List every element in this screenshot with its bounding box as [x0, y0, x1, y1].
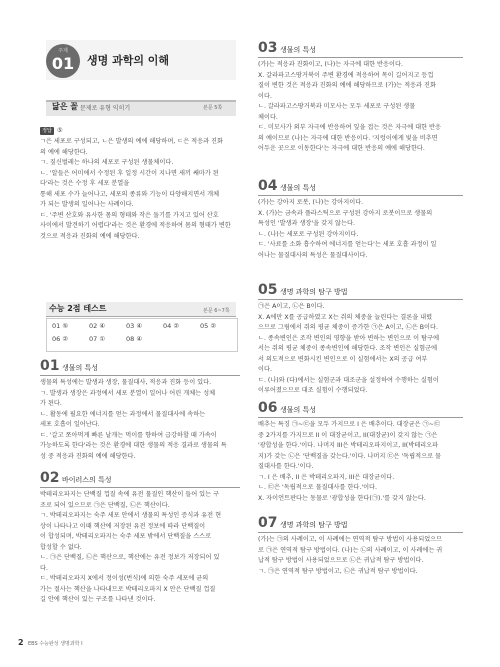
section-title: 생물의 특성: [280, 46, 317, 54]
section-line: 가 된다.: [40, 400, 62, 407]
answer-grid-cell: 03 ④: [126, 322, 143, 330]
section-body: [258, 198, 463, 261]
answer-line: 사이에서 발견하기 어렵다'라는 것은 환경에 적응하여 몸의 형태가 변한: [40, 222, 231, 229]
section-line: 세포 호흡이 일어난다.: [40, 421, 100, 428]
answer-section-subtitle: 문제로 유형 익히기: [80, 105, 131, 112]
section-line: 중 2가지를 가지므로 II 이 대장균이고, II(대장균)이 갖지 않는 ㉠은: [258, 431, 438, 439]
section-line: 서 의도적으로 변화시킨 변인으로 이 실험에서는 X의 공급 여부: [258, 355, 428, 363]
section-line: 로 ㉠은 연역적 탐구 방법이다. (나)는 ㉡의 사례이고, 이 사례에는 귀: [258, 546, 443, 554]
section-line: 지)가 갖는 ㉡은 '단백질을 갖는다.'이다. 나머지 ㉢은 '독립적으로 물: [258, 452, 442, 460]
section-line: 가능하도록 한다'라는 것은 환경에 대한 생물의 적응 결과로 생물의 특: [40, 442, 227, 449]
section-divider: [258, 417, 463, 418]
section-line: 이다.: [258, 92, 272, 100]
section-line: 배추는 특징 ㉠~㉢을 모두 가지므로 I 은 배추이다. 대장균은 ㉠~㉢: [258, 421, 441, 428]
section-line: 이다.: [258, 366, 272, 373]
section-line: ㄱ. I 은 배추, II 은 박테리오파지, III은 대장균이다.: [258, 473, 395, 481]
section-number: 07: [258, 515, 278, 531]
section-line: (가)는 적응과 진화이고, (나)는 자극에 대한 반응이다.: [258, 61, 403, 68]
answer-section-page: 본문 5쪽: [203, 105, 223, 111]
section-line: 납적 탐구 방법이 사용되었으므로 ㉡은 귀납적 탐구 방법이다.: [258, 557, 424, 564]
section-title: 생명 과학의 탐구 방법: [280, 521, 348, 529]
answer-grid-cell: 06 ②: [52, 335, 69, 343]
answer-grid-cell: 04 ②: [163, 322, 180, 330]
chapter-label: 주제: [58, 48, 68, 54]
section-body: [258, 302, 463, 397]
answer-grid-cell: 02 ④: [89, 322, 106, 330]
section-number: 04: [258, 178, 278, 194]
answer-line: 것으로 적응과 진화의 예에 해당한다.: [40, 232, 140, 240]
answer-badge: 정답: [40, 127, 54, 135]
section-line: 어나는 물질대사의 특성은 물질대사이다.: [258, 251, 368, 259]
section-line: (가)는 ㉠의 사례이고, 이 사례에는 연역적 탐구 방법이 사용되었으므: [258, 536, 443, 543]
section-line: 체이다.: [258, 113, 278, 121]
section-line: 어두운 곳으로 이동한다'는 자극에 대한 반응의 예에 해당한다.: [258, 145, 425, 152]
section-title: 생물의 특성: [62, 364, 99, 372]
section-title: 생물의 특성: [280, 406, 317, 414]
answer-line: 가 되는 발생의 일어나는 사례이다.: [40, 201, 134, 208]
answer-line: ㄴ. '알들은 어미에서 수정된 후 일정 시간이 지나면 새끼 쌔마가 된: [40, 169, 219, 177]
section-line: ㄴ. 활동에 필요한 에너지를 얻는 과정에서 물질대사에 속하는: [40, 410, 206, 418]
section-line: ㄷ. 박테리오파지 X에서 정이성(번식)에 의한 숙주 세포에 균의: [40, 575, 209, 582]
section-line: 생물의 특성에는 발생과 생장, 물질대사, 적응과 진화 등이 있다.: [40, 379, 212, 386]
section-number: 01: [40, 358, 60, 374]
section-line: 질대사를 한다.'이다.: [258, 463, 314, 470]
section-line: 성 중 적응과 진화의 예에 해당한다.: [40, 452, 136, 460]
section-divider: [258, 195, 463, 196]
answer-line: ㄱ은 세포로 구성되고, ㄴ은 발생의 예에 해당하며, ㄷ은 적응과 진화: [40, 138, 224, 145]
section-line: ㄱ. 박테리오파지는 숙주 세포 안에서 생물의 특성인 증식과 유전 현: [40, 512, 222, 519]
section-line: ㉠은 A이고, ㉡은 B이다.: [258, 303, 325, 310]
answer-explanation: [40, 137, 240, 242]
section-line: ㄴ. 갈라파고스땅거북과 미모사는 모두 세포로 구성된 생물: [258, 103, 416, 110]
section-line: ㄱ. 발생과 생장은 과정에서 세포 분열이 일어나 어린 개체는 성체: [40, 389, 216, 397]
section-divider: [258, 532, 463, 533]
section-title: 바이러스의 특성: [62, 476, 112, 484]
section-line: 상이 나타나고 이때 핵산에 저장된 유전 정보에 따라 단백질이: [40, 522, 206, 530]
section-line: ㄷ. '갈고 쪼아먹게 빠른 날개는 먹이를 향하여 급강하할 때 가속이: [40, 431, 217, 439]
section-body: [258, 420, 463, 504]
section-line: ㄴ. ㉠은 단백질, ㉡은 핵산으로, 핵산에는 유전 정보가 저장되어 있: [40, 554, 220, 561]
page-number: 2: [18, 638, 24, 647]
test-section-label: 수능 2점 테스트: [49, 304, 107, 313]
answer-grid-cell: 07 ①: [89, 335, 106, 343]
answer-line: ㄷ. '주변 산호와 유사한 몸의 형태와 작은 돌기를 가지고 있어 산호: [40, 211, 219, 219]
answer-line: 다'라는 것은 수정 후 세포 분열을: [40, 180, 130, 187]
answer-section-label: 닮은 꼴: [52, 102, 78, 111]
section-line: ㄷ. (나)와 (다)에서는 실험군과 대조군을 설정하여 수행하는 실험이: [258, 376, 439, 384]
chapter-badge: [46, 44, 80, 78]
section-line: (가)는 강아지 로봇, (나)는 강아지이다.: [258, 199, 364, 206]
answer-grid-cell: 01 ⑤: [52, 322, 69, 330]
section-line: 질이 변한 것은 적응과 진화의 예에 해당하므로 (가)는 적응과 진화: [258, 82, 436, 89]
section-divider: [40, 487, 240, 488]
section-line: X. 자이언트판다는 동물로 '광합성을 한다(㉠).'를 갖지 않는다.: [258, 494, 426, 502]
answer-grid-cell: 08 ④: [126, 335, 143, 343]
section-line: 특성인 '발생과 생장'을 갖지 않는다.: [258, 220, 355, 227]
section-number: 02: [40, 470, 60, 486]
section-body: [40, 378, 240, 462]
section-number: 06: [258, 400, 278, 416]
section-body: [258, 535, 463, 577]
answer-line: 의 예에 해당한다.: [40, 148, 88, 156]
section-number: 05: [258, 282, 278, 298]
section-line: 다.: [40, 564, 48, 572]
section-line: ㄷ. 미모사가 외부 자극에 반응하여 잎을 접는 것은 자극에 대한 반응: [258, 124, 442, 131]
section-line: 으므로 그림에서 쥐의 평균 체중이 증가한 ㉠은 A이고, ㉡은 B이다.: [258, 324, 438, 331]
section-line: 이 합성되며, 박테리오파지는 숙주 세포 밖에서 단백질을 스스로: [40, 533, 212, 540]
answer-value: ⑤: [57, 127, 63, 134]
section-number: 03: [258, 40, 278, 56]
section-body: [40, 490, 240, 606]
section-line: ㄴ. (나)는 세포로 구성된 강아지이다.: [258, 230, 359, 238]
section-divider: [40, 375, 240, 376]
section-line: ㄷ. '사료를 소화 흡수하여 에너지를 얻는다'는 세포 호흡 과정이 일: [258, 241, 437, 248]
section-line: 가는 절사는 핵산을 나타내므로 박테리오파지 X 안은 단백질 껍질: [40, 585, 216, 593]
section-title: 생물의 특성: [280, 184, 317, 192]
section-line: 박테리오파지는 단백질 껍질 속에 유전 물질인 핵산이 들어 있는 구: [40, 491, 220, 498]
answer-line: 통해 세포 수가 늘어나고, 세포의 종류와 기능이 다양해지면서 개체: [40, 190, 220, 198]
section-line: 서는 쥐의 평균 체중이 종속변인에 해당한다. 조작 변인은 실험군에: [258, 345, 438, 352]
test-section-page: 본문 6~7쪽: [203, 308, 230, 314]
chapter-number: 01: [51, 54, 75, 73]
section-body: [258, 60, 463, 155]
section-line: 이루어졌으므로 대조 실험이 수행되었다.: [258, 387, 368, 394]
section-line: X. 갈라파고스땅거북이 주변 환경에 적응하여 목이 길어지고 등껍: [258, 71, 434, 79]
answer-line: ㄱ. 짚신벌레는 하나의 세포로 구성된 생물체이다.: [40, 159, 174, 166]
section-divider: [258, 57, 463, 58]
chapter-title: 생명 과학의 이해: [87, 54, 170, 67]
section-line: '광합성을 한다.'이다. 나머지 III은 박테리오파지이고, II(박테리오파: [258, 442, 439, 449]
section-line: 길 안에 핵산이 있는 구조를 나타낸 것이다.: [40, 596, 156, 603]
footer-text: EBS 수능완성 생명과학 I: [28, 641, 83, 647]
section-line: 의 예이므로 (나)는 자극에 대한 반응이다. '지렁이에게 빛을 비추면: [258, 134, 438, 142]
section-line: X. A에만 X를 공급하였고 X는 쥐의 체중을 늘린다는 결론을 내렸: [258, 313, 433, 321]
section-line: 합성할 수 없다.: [40, 543, 82, 551]
section-line: ㄴ. ㉢은 '독립적으로 물질대사를 한다.'이다.: [258, 484, 377, 491]
section-line: ㄱ. ㉠은 연역적 탐구 방법이고, ㉡은 귀납적 탐구 방법이다.: [258, 567, 418, 575]
section-line: 조로 되어 있으므로 ㉠은 단백질, ㉡은 핵산이다.: [40, 501, 170, 509]
section-divider: [258, 299, 463, 300]
section-line: X. (가)는 금속과 플라스틱으로 구성된 강아지 로봇이므로 생물의: [258, 209, 433, 217]
section-line: ㄴ. 종속변인은 조작 변인의 영향을 받아 변하는 변인으로 이 탐구에: [258, 334, 440, 342]
answer-grid-cell: 05 ②: [200, 322, 217, 330]
section-title: 생명 과학의 탐구 방법: [280, 288, 348, 296]
